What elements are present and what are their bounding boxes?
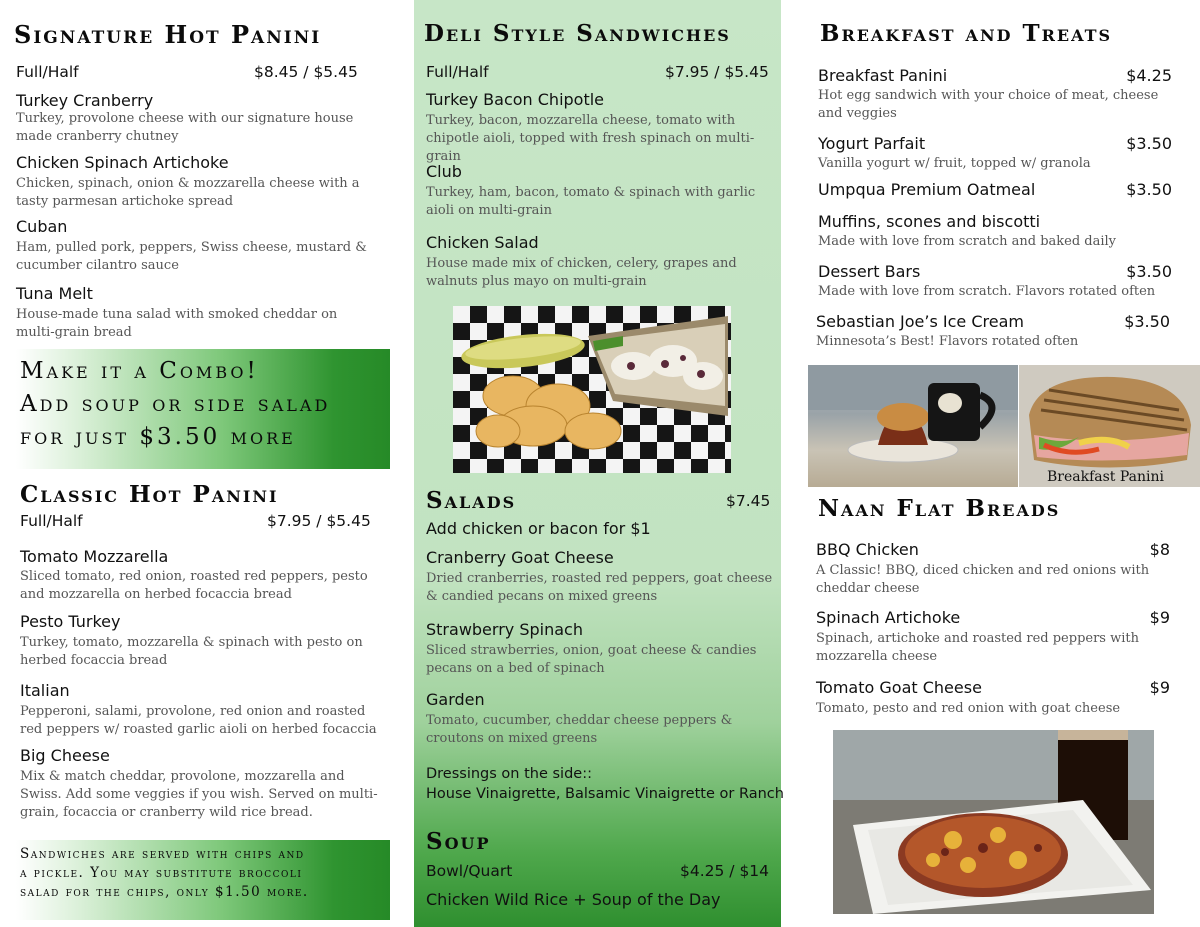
combo-line: Add soup or side salad bbox=[20, 391, 331, 417]
menu-item-desc: Made with love from scratch and baked daily bbox=[818, 234, 1117, 249]
menu-item-name: Garden bbox=[426, 690, 485, 709]
breakfast-panini-photo bbox=[1019, 365, 1200, 487]
menu-item-desc: Tomato, pesto and red onion with goat cheese bbox=[816, 701, 1121, 716]
menu-item-desc: Turkey, bacon, mozzarella cheese, tomato with chipotle aioli, topped with fresh spinach on multi-grain bbox=[426, 113, 755, 164]
menu-item-name: Pesto Turkey bbox=[20, 612, 121, 631]
menu-item-price: $9 bbox=[1149, 608, 1170, 627]
soup-price: $4.25 / $14 bbox=[680, 862, 770, 880]
menu-item-price: $3.50 bbox=[1126, 134, 1172, 153]
dressings-label: Dressings on the side:: bbox=[426, 766, 592, 782]
classic-panini-title: Classic Hot Panini bbox=[20, 481, 279, 508]
menu-item-desc: Turkey, ham, bacon, tomato & spinach with garlic aioli on multi-grain bbox=[426, 185, 756, 218]
menu-item-desc: Mix & match cheddar, provolone, mozzarella and Swiss. Add some veggies if you wish. Served on multi-grain, focaccia or cranberry wild rice bread. bbox=[20, 769, 378, 820]
menu-item-price: $4.25 bbox=[1126, 66, 1172, 85]
naan-flatbread-photo bbox=[833, 730, 1154, 914]
menu-item-name: Italian bbox=[20, 681, 70, 700]
signature-price: $8.45 / $5.45 bbox=[254, 63, 358, 81]
breakfast-naan-column bbox=[806, 0, 1200, 927]
menu-item-name: Strawberry Spinach bbox=[426, 620, 583, 639]
menu-item-name: Spinach Artichoke bbox=[816, 608, 961, 627]
classic-price: $7.95 / $5.45 bbox=[267, 512, 371, 530]
menu-item-price: $3.50 bbox=[1126, 180, 1172, 199]
menu-item-desc: A Classic! BBQ, diced chicken and red onions with cheddar cheese bbox=[816, 563, 1150, 596]
salads-title: Salads bbox=[426, 487, 517, 514]
menu-item-name: Club bbox=[426, 162, 462, 181]
menu-item-desc: Pepperoni, salami, provolone, red onion and roasted red peppers w/ roasted garlic aioli on herbed focaccia bbox=[20, 704, 377, 737]
deli-price: $7.95 / $5.45 bbox=[665, 63, 769, 81]
breakfast-title: Breakfast and Treats bbox=[820, 20, 1113, 47]
menu-item-desc: Minnesota’s Best! Flavors rotated often bbox=[816, 334, 1079, 349]
combo-line: for just $3.50 more bbox=[20, 424, 296, 450]
menu-item-name: Chicken Salad bbox=[426, 233, 539, 252]
menu-item-desc: Hot egg sandwich with your choice of meat, cheese and veggies bbox=[818, 88, 1159, 121]
menu-item-name: Turkey Cranberry bbox=[16, 91, 154, 110]
menu-item-desc: Vanilla yogurt w/ fruit, topped w/ granola bbox=[818, 156, 1091, 171]
menu-item-name: Tomato Mozzarella bbox=[20, 547, 169, 566]
menu-item-desc: Dried cranberries, roasted red peppers, goat cheese & candied pecans on mixed greens bbox=[426, 571, 773, 604]
menu-item-name: Tomato Goat Cheese bbox=[816, 678, 982, 697]
menu-item-name: Cuban bbox=[16, 217, 68, 236]
soup-detail: Chicken Wild Rice + Soup of the Day bbox=[426, 890, 721, 909]
menu-item-name: Chicken Spinach Artichoke bbox=[16, 153, 229, 172]
signature-size-label: Full/Half bbox=[16, 63, 79, 81]
menu-item-desc: Ham, pulled pork, peppers, Swiss cheese, mustard & cucumber cilantro sauce bbox=[16, 240, 367, 273]
menu-item-price: $3.50 bbox=[1126, 262, 1172, 281]
note-line: salad for the chips, only $1.50 more. bbox=[20, 884, 309, 900]
menu-item-desc: Chicken, spinach, onion & mozzarella cheese with a tasty parmesan artichoke spread bbox=[16, 176, 360, 209]
menu-item-desc: Tomato, cucumber, cheddar cheese peppers & croutons on mixed greens bbox=[426, 713, 733, 746]
menu-item-desc: Turkey, provolone cheese with our signature house made cranberry chutney bbox=[16, 111, 354, 144]
muffin-coffee-photo bbox=[808, 365, 1018, 487]
menu-item-name: Big Cheese bbox=[20, 746, 110, 765]
chips-note-banner bbox=[16, 840, 390, 920]
menu-item-price: $8 bbox=[1149, 540, 1170, 559]
note-line: a pickle. You may substitute broccoli bbox=[20, 865, 303, 881]
deli-salad-soup-column bbox=[414, 0, 784, 927]
menu-item-name: Dessert Bars bbox=[818, 262, 921, 281]
combo-banner bbox=[16, 349, 390, 469]
menu-item-name: Turkey Bacon Chipotle bbox=[426, 90, 605, 109]
soup-size-label: Bowl/Quart bbox=[426, 862, 513, 880]
salads-price: $7.45 bbox=[726, 492, 771, 510]
menu-item-name: Yogurt Parfait bbox=[818, 134, 926, 153]
menu-item-name: Breakfast Panini bbox=[818, 66, 948, 85]
signature-panini-title: Signature Hot Panini bbox=[14, 20, 322, 49]
deli-size-label: Full/Half bbox=[426, 63, 489, 81]
salads-addon: Add chicken or bacon for $1 bbox=[426, 519, 651, 538]
naan-title: Naan Flat Breads bbox=[818, 495, 1061, 522]
menu-item-name: BBQ Chicken bbox=[816, 540, 919, 559]
menu-item-desc: House made mix of chicken, celery, grapes and walnuts plus mayo on multi-grain bbox=[426, 256, 737, 289]
menu-item-desc: Sliced tomato, red onion, roasted red peppers, pesto and mozzarella on herbed focaccia bread bbox=[20, 569, 368, 602]
menu-item-desc: Spinach, artichoke and roasted red peppers with mozzarella cheese bbox=[816, 631, 1139, 664]
menu-item-price: $9 bbox=[1149, 678, 1170, 697]
deli-sandwiches-title: Deli Style Sandwiches bbox=[424, 20, 731, 47]
soup-title: Soup bbox=[426, 828, 491, 855]
deli-sandwich-photo bbox=[453, 306, 731, 473]
menu-item-name: Muffins, scones and biscotti bbox=[818, 212, 1041, 231]
note-line: Sandwiches are served with chips and bbox=[20, 846, 305, 862]
combo-line: Make it a Combo! bbox=[20, 358, 259, 384]
menu-item-name: Tuna Melt bbox=[16, 284, 93, 303]
menu-item-desc: Made with love from scratch. Flavors rotated often bbox=[818, 284, 1156, 299]
menu-item-price: $3.50 bbox=[1124, 312, 1170, 331]
menu-item-name: Sebastian Joe’s Ice Cream bbox=[816, 312, 1024, 331]
menu-item-desc: Turkey, tomato, mozzarella & spinach with pesto on herbed focaccia bread bbox=[20, 635, 363, 668]
dressings-list: House Vinaigrette, Balsamic Vinaigrette or Ranch bbox=[426, 786, 784, 802]
signature-classic-column bbox=[0, 0, 412, 927]
menu-item-name: Umpqua Premium Oatmeal bbox=[818, 180, 1036, 199]
classic-size-label: Full/Half bbox=[20, 512, 83, 530]
menu-item-desc: House-made tuna salad with smoked cheddar on multi-grain bread bbox=[16, 307, 338, 340]
breakfast-panini-caption: Breakfast Panini bbox=[1047, 469, 1165, 485]
menu-item-desc: Sliced strawberries, onion, goat cheese & candies pecans on a bed of spinach bbox=[426, 643, 757, 676]
menu-item-name: Cranberry Goat Cheese bbox=[426, 548, 614, 567]
